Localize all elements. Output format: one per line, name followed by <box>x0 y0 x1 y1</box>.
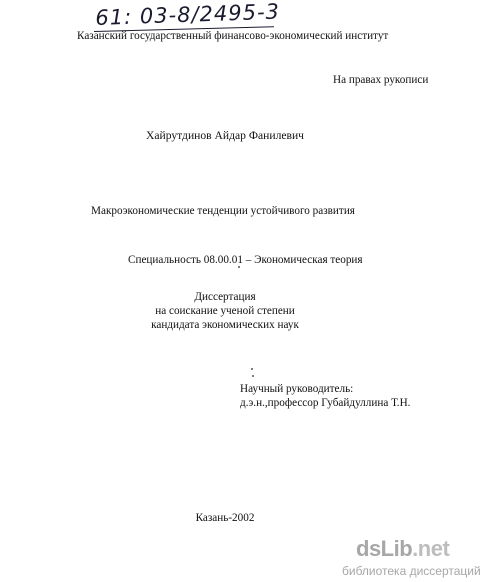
advisor-label: Научный руководитель: <box>240 383 354 395</box>
watermark-logo-tld: .net <box>412 536 450 561</box>
watermark-logo-main: dsLib <box>356 536 413 561</box>
watermark-logo-text <box>356 536 449 562</box>
rights-note: На правах рукописи <box>333 74 429 86</box>
degree-line: на соискание ученой степени <box>155 305 295 317</box>
scan-speck <box>252 375 254 377</box>
city-year: Казань-2002 <box>195 512 255 524</box>
dissertation-title: Макроэкономические тенденции устойчивого развития <box>91 205 355 217</box>
dissertation-label: Диссертация <box>194 291 256 303</box>
degree-type-line: кандидата экономических наук <box>151 319 299 331</box>
scan-speck <box>238 266 240 268</box>
institute-name: Казанский государственный финансово-экономический институт <box>77 30 389 42</box>
advisor-name: д.э.н.,профессор Губайдуллина Т.Н. <box>240 397 411 409</box>
handwritten-archive-code: 61: 03-8/2495-3 <box>95 0 281 30</box>
specialty-line: Специальность 08.00.01 – Экономическая теория <box>128 254 363 266</box>
scan-speck <box>251 368 253 370</box>
watermark-logo <box>340 536 481 582</box>
author-name: Хайрутдинов Айдар Фанилевич <box>145 129 305 142</box>
watermark-subtitle: библиотека диссертаций <box>342 564 481 578</box>
